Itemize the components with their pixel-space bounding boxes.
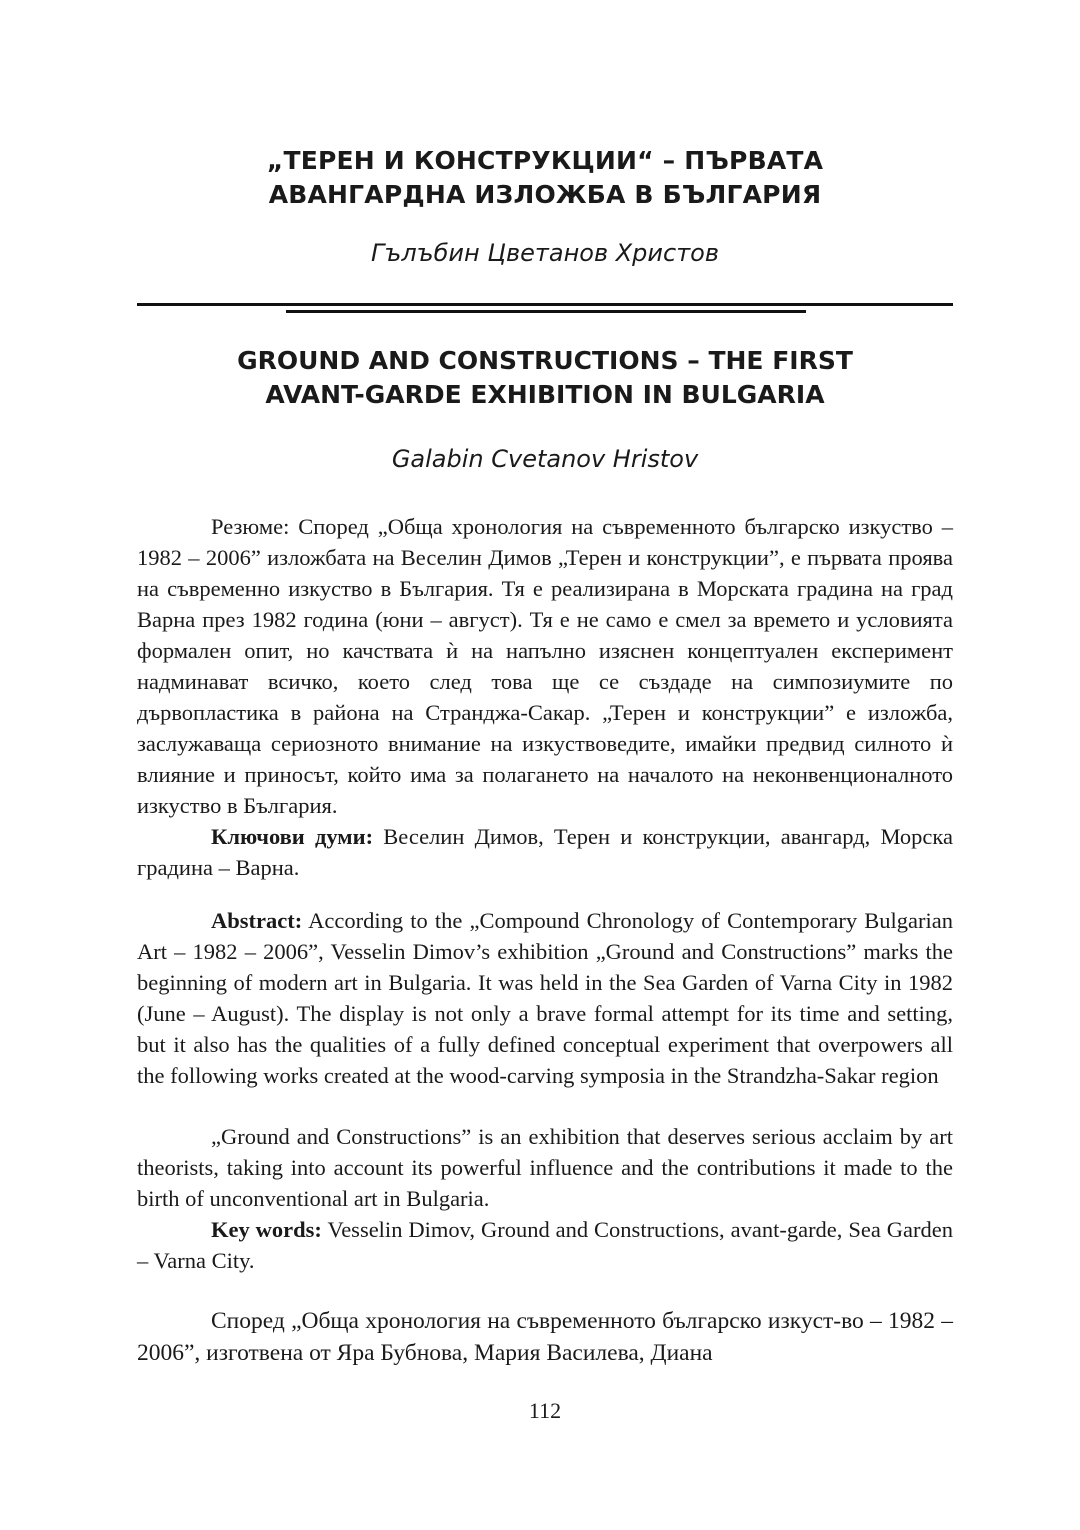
keywords-english — [137, 1214, 953, 1276]
body-text-start: Според „Обща хронология на съвременното българско изкуст-во – 1982 – 2006”, изготвена от Яра Бубнова, Мария Василева, Диана — [137, 1308, 953, 1366]
title-bulgarian-line-1: „ТЕРЕН И КОНСТРУКЦИИ“ – ПЪРВАТА — [266, 146, 824, 175]
title-english-line-2: AVANT-GARDE EXHIBITION IN BULGARIA — [265, 380, 825, 409]
author-bulgarian: Гълъбин Цветанов Христов — [371, 239, 719, 267]
page-number: 112 — [528, 1398, 562, 1423]
abstract-english-label: Abstract: — [211, 908, 303, 933]
divider-rule-bottom — [286, 310, 806, 313]
keywords-english-label: Key words: — [211, 1217, 322, 1242]
title-bulgarian-line-2: АВАНГАРДНА ИЗЛОЖБА В БЪЛГАРИЯ — [268, 180, 822, 209]
keywords-bulgarian-text: Веселин Димов, Терен и конструкции, авангард, Морска градина – Варна. — [137, 824, 953, 880]
author-english: Galabin Cvetanov Hristov — [391, 445, 699, 473]
title-english — [137, 344, 953, 412]
abstract-english — [137, 905, 953, 1091]
abstract-english-text: According to the „Compound Chronology of Contemporary Bulgarian Art – 1982 – 2006”, Vesselin Dimov’s exhibition „Ground and Constructions” marks the beginning of modern art in Bulgaria. It was held in the Sea Garden of Varna City in 1982 (June – August). The display is not only a brave formal attempt for its time and setting, but it also has the qualities of a fully defined conceptual experiment that overpowers all the following works created at the wood-carving symposia in the Strandzha-Sakar region — [137, 908, 953, 1088]
keywords-bulgarian-label: Ключови думи: — [211, 824, 374, 849]
divider-rule-top — [137, 303, 953, 306]
title-bulgarian — [137, 144, 953, 212]
keywords-bulgarian — [137, 821, 953, 883]
summary-bulgarian: Резюме: Според „Обща хронология на съвременното българско изкуство – 1982 – 2006” изложбата на Веселин Димов „Терен и конструкции”, е първата проява на съвременно изкуство в България. Тя е реализирана в Морската градина на град Варна през 1982 година (юни – август). Тя е не само е смел за времето и условията формален опит, но качствата ѝ на напълно изяснен концептуален експеримент надминават всичко, което след това ще се създаде на симпозиумите по дървопластика в района на Странджа-Сакар. „Терен и конструкции” е изложба, заслужаваща сериозното внимание на изкуствоведите, имайки предвид силното ѝ влияние и приносът, който има за полагането на началото на неконвенционалното изкуство в България. — [137, 514, 953, 818]
keywords-english-text: Vesselin Dimov, Ground and Constructions, avant-garde, Sea Garden – Varna City. — [137, 1217, 953, 1273]
title-english-line-1: GROUND AND CONSTRUCTIONS – THE FIRST — [237, 346, 853, 375]
abstract-english-paragraph-2: „Ground and Constructions” is an exhibition that deserves serious acclaim by art theorists, taking into account its powerful influence and the contributions it made to the birth of unconventional art in Bulgaria. — [137, 1124, 953, 1211]
